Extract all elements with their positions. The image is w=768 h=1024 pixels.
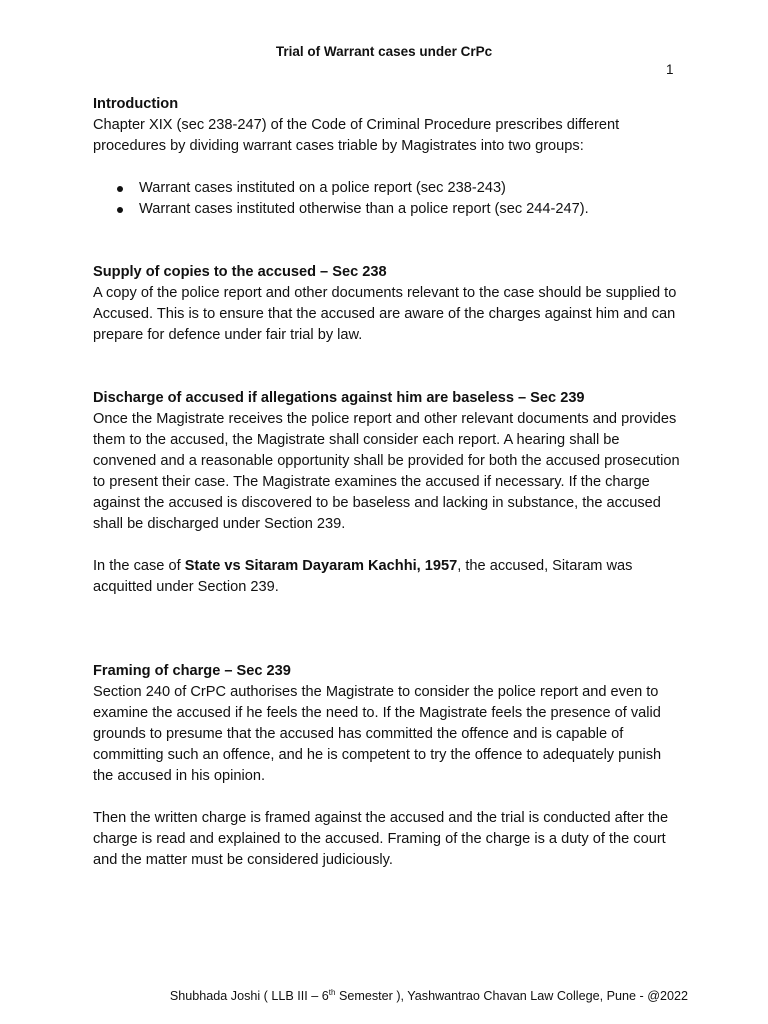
document-body xyxy=(93,94,683,871)
case-name: State vs Sitaram Dayaram Kachhi, 1957 xyxy=(184,558,458,574)
supply-text: A copy of the police report and other documents relevant to the case should be supplied to Accused. This is to ensure that the accused are aware of the charges against him and can prepare for defence under fair trial by law. xyxy=(93,285,677,343)
document-title: Trial of Warrant cases under CrPc xyxy=(275,44,493,59)
introduction-heading: Introduction xyxy=(93,96,179,112)
introduction-text: Chapter XIX (sec 238-247) of the Code of Criminal Procedure prescribes different procedures by dividing warrant cases triable by Magistrates into two groups: xyxy=(93,117,620,154)
page-footer xyxy=(170,989,688,1003)
page-number: 1 xyxy=(666,62,674,77)
footer-college: Semester ), Yashwantrao Chavan Law College, Pune - @2022 xyxy=(335,989,688,1003)
discharge-heading: Discharge of accused if allegations against him are baseless – Sec 239 xyxy=(93,390,585,406)
framing-text-2: Then the written charge is framed against the accused and the trial is conducted after the charge is read and explained to the accused. Framing of the charge is a duty of the court and the matter must be considered judiciously. xyxy=(93,810,669,868)
list-item: Warrant cases instituted otherwise than a police report (sec 244-247). xyxy=(93,199,683,220)
footer-superscript: th xyxy=(328,987,336,997)
case-suffix: , the accused, Sitaram was acquitted under Section 239. xyxy=(93,558,633,595)
framing-heading: Framing of charge – Sec 239 xyxy=(93,663,291,679)
discharge-text: Once the Magistrate receives the police report and other relevant documents and provides them to the accused, the Magistrate shall consider each report. A hearing shall be convened and a reasonable opportunity shall be provided for both the accused prosecution to present their case. The Magistrate examines the accused if necessary. If the charge against the accused is discovered to be baseless and lacking in substance, the accused shall be discharged under Section 239. xyxy=(93,411,680,532)
list-item: Warrant cases instituted on a police report (sec 238-243) xyxy=(93,178,683,199)
supply-heading: Supply of copies to the accused – Sec 238 xyxy=(93,264,387,280)
case-prefix: In the case of xyxy=(93,558,185,574)
warrant-case-groups-list xyxy=(93,178,683,220)
framing-text-1: Section 240 of CrPC authorises the Magistrate to consider the police report and even to examine the accused if he feels the need to. If the Magistrate feels the presence of valid grounds to presume that the accused has committed the offence and is capable of committing such an offence, and he is competent to try the offence to adequately punish the accused in his opinion. xyxy=(93,684,662,784)
footer-author: Shubhada Joshi ( LLB III – 6 xyxy=(169,989,329,1003)
case-citation-paragraph xyxy=(93,556,683,598)
